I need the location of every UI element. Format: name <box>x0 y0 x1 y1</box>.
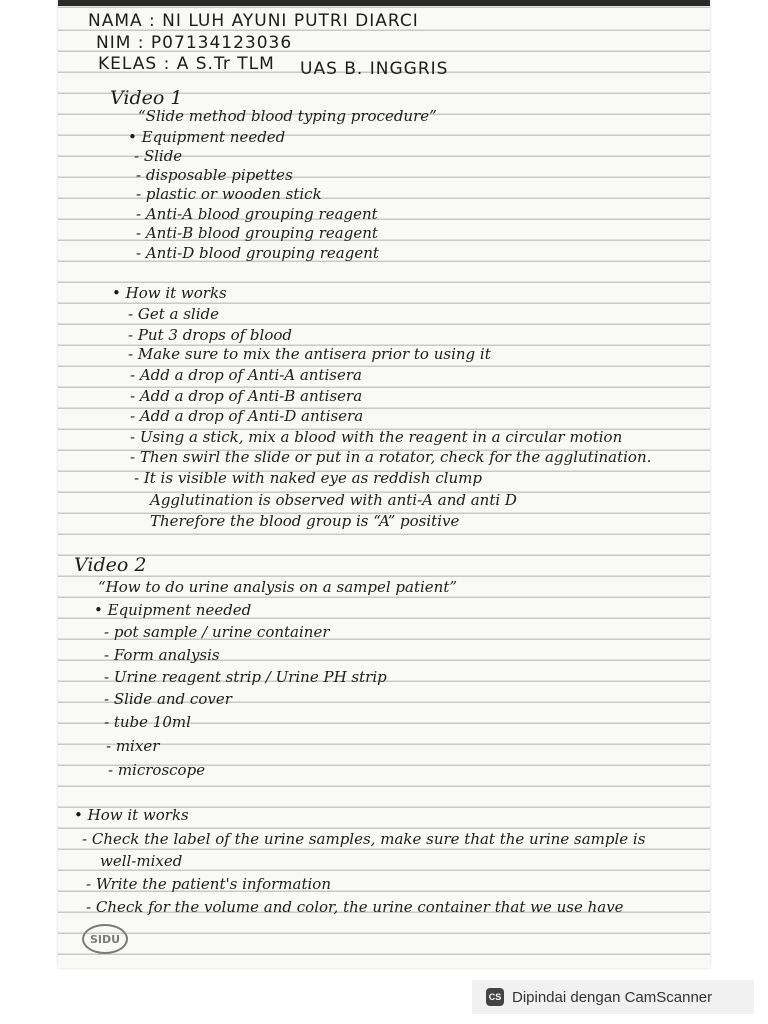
header-nama: NAMA : NI LUH AYUNI PUTRI DIARCI <box>88 11 419 31</box>
camscanner-label: Dipindai dengan CamScanner <box>512 988 713 1006</box>
video2-step: - Check for the volume and color, the urine container that we use have <box>86 898 624 916</box>
header-uas: UAS B. INGGRIS <box>300 59 449 79</box>
video1-step: - Put 3 drops of blood <box>128 326 292 344</box>
video1-step: - Get a slide <box>128 305 219 323</box>
video1-equipment-item: - Slide <box>134 147 183 165</box>
video2-equipment-item: - Urine reagent strip / Urine PH strip <box>104 668 387 686</box>
video1-step: - Add a drop of Anti-B antisera <box>130 387 363 405</box>
camscanner-icon: CS <box>486 988 504 1006</box>
header-kelas: KELAS : A S.Tr TLM <box>98 54 275 74</box>
video1-equipment-item: - Anti-A blood grouping reagent <box>136 205 378 223</box>
video2-equipment-item: - Form analysis <box>104 646 220 664</box>
video1-conclusion: Agglutination is observed with anti-A and anti D <box>150 491 517 509</box>
video2-equipment-heading: • Equipment needed <box>94 601 252 619</box>
video2-title: “How to do urine analysis on a sampel patient” <box>98 578 458 596</box>
video1-equipment-item: - Anti-B blood grouping reagent <box>136 224 378 242</box>
video1-equipment-item: - Anti-D blood grouping reagent <box>136 244 379 262</box>
page-top-edge <box>58 0 710 6</box>
video1-equipment-item: - plastic or wooden stick <box>136 185 322 203</box>
video1-equipment-item: - disposable pipettes <box>136 166 293 184</box>
video2-step: - Check the label of the urine samples, make sure that the urine sample is <box>82 830 646 848</box>
video1-step: - Add a drop of Anti-A antisera <box>130 366 362 384</box>
video2-equipment-item: - pot sample / urine container <box>104 623 330 641</box>
video2-heading: Video 2 <box>74 554 147 576</box>
video1-title: “Slide method blood typing procedure” <box>138 107 437 125</box>
header-nim: NIM : P07134123036 <box>96 33 293 53</box>
video1-step: - Make sure to mix the antisera prior to using it <box>128 345 491 363</box>
video2-step: well-mixed <box>100 852 183 870</box>
video2-equipment-item: - tube 10ml <box>104 713 191 731</box>
camscanner-watermark <box>472 980 754 1014</box>
video2-equipment-item: - Slide and cover <box>104 690 232 708</box>
video2-step: - Write the patient's information <box>86 875 331 893</box>
video1-heading: Video 1 <box>110 87 183 109</box>
video1-step: - Using a stick, mix a blood with the reagent in a circular motion <box>130 428 623 446</box>
video1-step: - It is visible with naked eye as reddish clump <box>134 469 482 487</box>
video2-equipment-item: - microscope <box>108 761 206 779</box>
video1-step: - Then swirl the slide or put in a rotator, check for the agglutination. <box>130 448 652 466</box>
video1-step: - Add a drop of Anti-D antisera <box>130 407 364 425</box>
video1-equipment-heading: • Equipment needed <box>128 128 286 146</box>
logo-text: SIDU <box>89 932 121 946</box>
video1-conclusion: Therefore the blood group is “A” positive <box>150 512 460 530</box>
video1-works-heading: • How it works <box>112 284 227 302</box>
notebook-logo <box>82 924 128 954</box>
video2-works-heading: • How it works <box>74 806 189 824</box>
video2-equipment-item: - mixer <box>106 737 160 755</box>
